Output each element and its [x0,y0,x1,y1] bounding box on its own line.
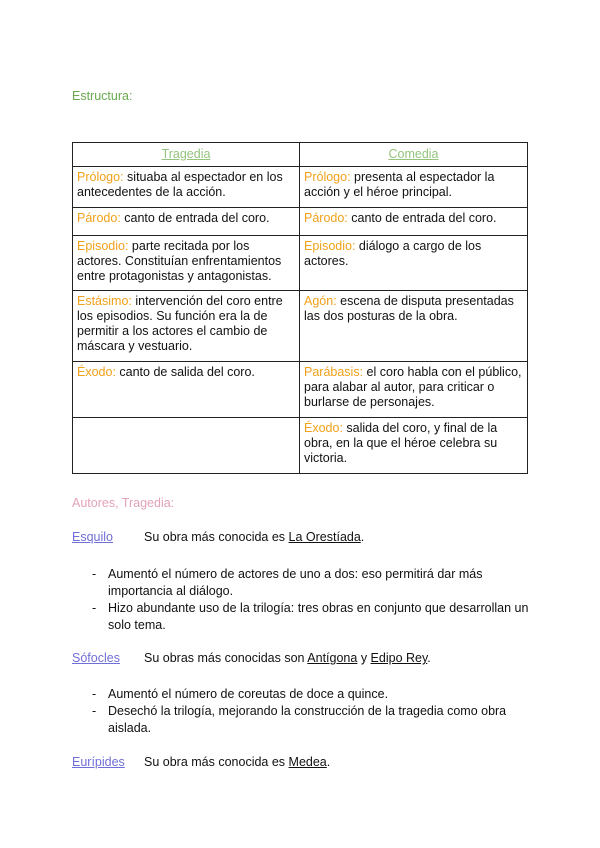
cell-text: canto de entrada del coro. [120,211,270,225]
term-label: Prólogo: [304,170,351,184]
work-link[interactable]: Medea [288,755,327,769]
author-intro: Su obra más conocida es [144,530,289,544]
work-link[interactable]: Antígona [307,651,358,665]
table-row [73,236,528,291]
cell-text: canto de entrada del coro. [347,211,497,225]
table-cell [300,291,528,362]
author-link-sofocles[interactable]: Sófocles [72,651,120,665]
table-cell [73,418,300,474]
table-cell [73,208,300,236]
term-label: Episodio: [304,239,356,253]
list-item: - Hizo abundante uso de la trilogía: tres obras en conjunto que desarrollan un solo tema. [92,600,532,634]
cell-text: intervención del coro entre los episodios. Su función era la de permitir a los actores el cambio de máscara y vestuario. [77,294,283,353]
cell-text: presenta al espectador la acción y el héroe principal. [304,170,495,199]
table-cell [73,236,300,291]
term-label: Parábasis: [304,365,364,379]
term-label: Párodo: [77,211,121,225]
author-mid: y [357,651,371,665]
author-intro: Su obra más conocida es [144,755,289,769]
author-intro: Su obras más conocidas son [144,651,308,665]
header-tragedia: Tragedia [161,147,211,161]
table-cell [300,418,528,474]
table-header-row [73,143,528,167]
structure-table [72,142,528,474]
table-row [73,208,528,236]
term-label: Estásimo: [77,294,132,308]
cell-text: diálogo a cargo de los actores. [304,239,482,268]
table-row [73,167,528,208]
table-header-cell [300,143,528,167]
list-item: - Desechó la trilogía, mejorando la construcción de la tragedia como obra aislada. [92,703,532,737]
author-sofocles [72,651,431,665]
cell-text: escena de disputa presentadas las dos posturas de la obra. [304,294,514,323]
table-row [73,362,528,418]
term-label: Éxodo: [304,421,343,435]
author-esquilo [72,530,364,544]
work-link[interactable]: Edipo Rey [370,651,428,665]
list-item: - Aumentó el número de coreutas de doce a quince. [92,686,532,703]
table-row [73,291,528,362]
term-label: Agón: [304,294,337,308]
table-cell [73,362,300,418]
cell-text: salida del coro, y final de la obra, en la que el héroe celebra su victoria. [304,421,498,465]
term-label: Párodo: [304,211,348,225]
term-label: Episodio: [77,239,129,253]
author-euripides [72,755,330,769]
table-cell [300,208,528,236]
table-header-cell [73,143,300,167]
table-cell [73,291,300,362]
work-link[interactable]: La Orestíada [288,530,361,544]
esquilo-points [92,566,532,634]
cell-text: parte recitada por los actores. Constituían enfrentamientos entre protagonistas y antagonistas. [77,239,282,283]
author-end: . [326,755,331,769]
author-link-euripides[interactable]: Eurípides [72,755,125,769]
header-comedia: Comedia [388,147,439,161]
table-cell [300,167,528,208]
term-label: Prólogo: [77,170,124,184]
authors-heading: Autores, Tragedia: [72,496,175,510]
cell-text: situaba al espectador en los antecedentes de la acción. [77,170,283,199]
table-cell [300,236,528,291]
author-end: . [360,530,365,544]
structure-heading: Estructura: [72,89,133,103]
table-row [73,418,528,474]
cell-text: canto de salida del coro. [115,365,255,379]
author-end: . [427,651,431,665]
author-link-esquilo[interactable]: Esquilo [72,530,113,544]
sofocles-points [92,686,532,737]
cell-text: el coro habla con el público, para alabar al autor, para criticar o burlarse de personajes. [304,365,522,409]
table-cell [300,362,528,418]
table-cell [73,167,300,208]
term-label: Éxodo: [77,365,116,379]
list-item: - Aumentó el número de actores de uno a dos: eso permitirá dar más importancia al diálogo. [92,566,532,600]
